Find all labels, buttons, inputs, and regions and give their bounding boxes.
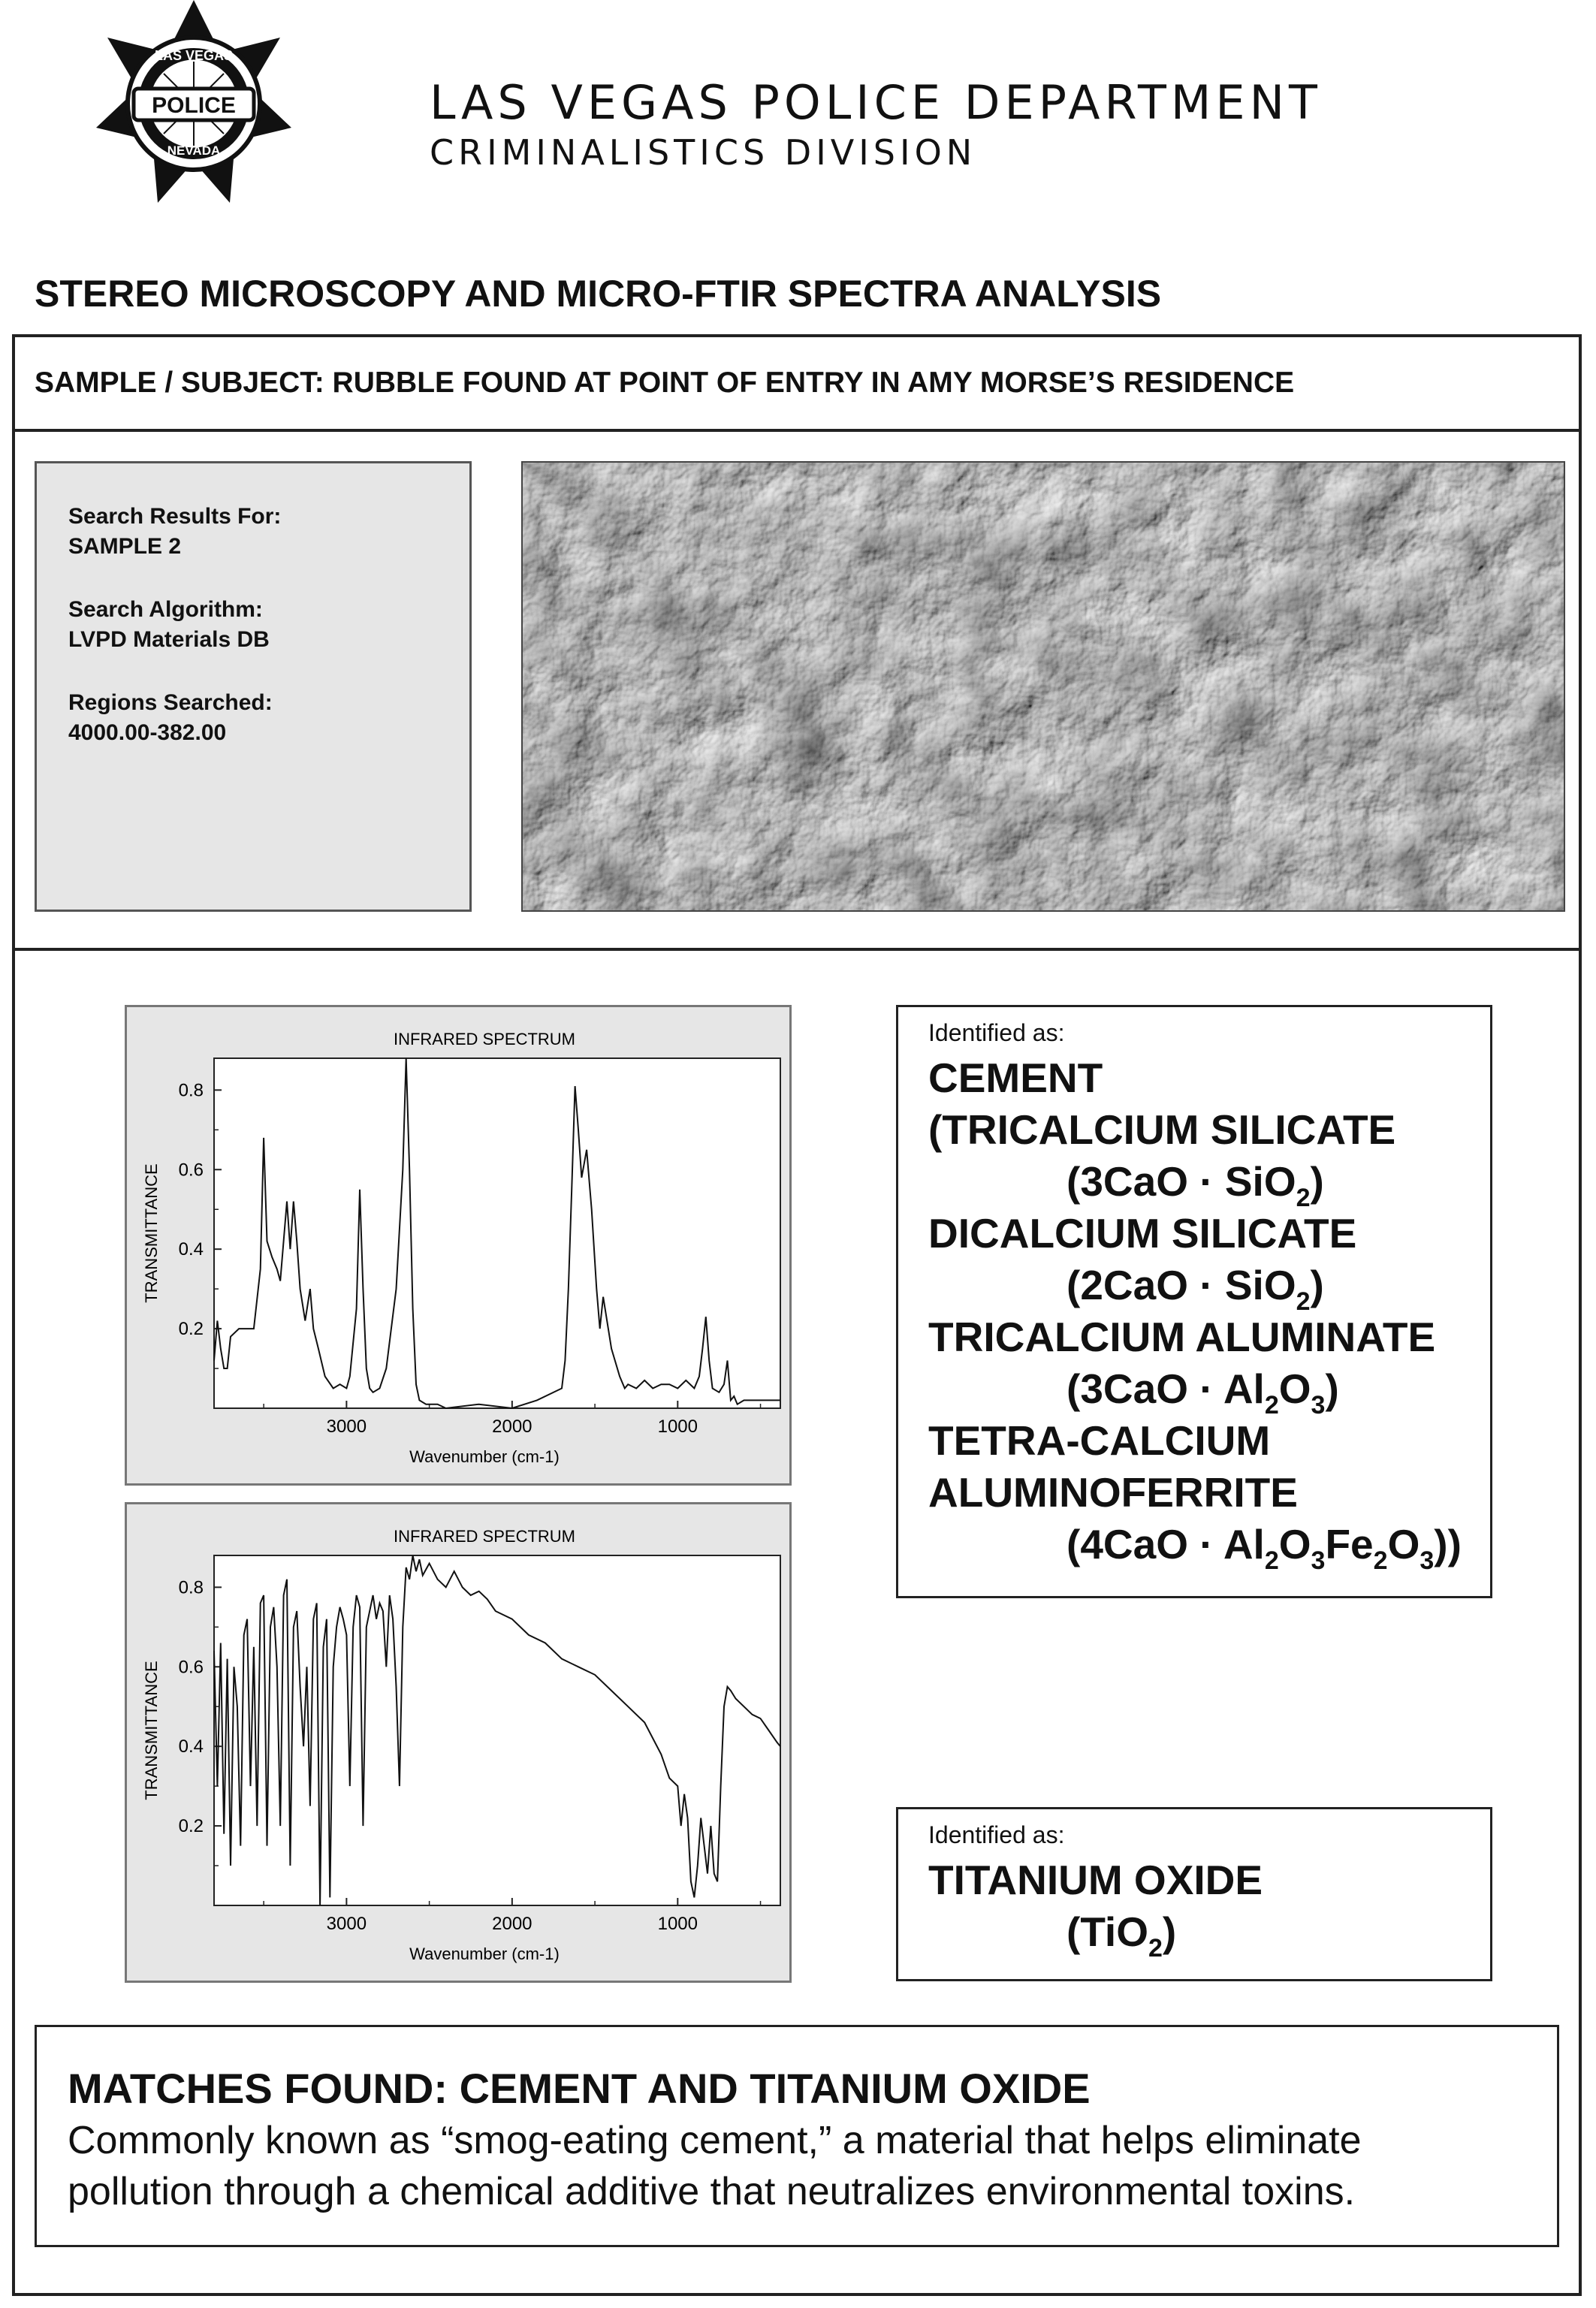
y-tick-label: 0.4 [178,1239,204,1260]
formula-text: (3CaO · SiO [1067,1158,1296,1205]
identified-line [1067,1520,1462,1575]
y-tick-label: 0.2 [178,1319,204,1340]
identified-box-cement [896,1005,1492,1598]
chart-title: INFRARED SPECTRUM [393,1030,576,1048]
formula-text: ) [1310,1158,1324,1205]
sem-micrograph-image [521,461,1565,912]
formula-text: ) [1162,1908,1177,1955]
y-axis-label: TRANSMITTANCE [142,1661,161,1800]
infrared-spectrum-chart-2 [125,1502,792,1983]
plot-area [214,1058,780,1408]
badge-top-text: LAS VEGAS [154,48,234,63]
formula-text: TETRA-CALCIUM [928,1417,1271,1464]
identified-label: Identified as: [928,1019,1065,1046]
spectrum-1-svg [127,1007,794,1488]
plot-area [214,1555,780,1905]
identified-line [928,1054,1103,1102]
matches-heading: MATCHES FOUND: CEMENT AND TITANIUM OXIDE [68,2065,1091,2112]
formula-subscript: 2 [1264,1391,1279,1419]
police-badge-logo [89,0,299,218]
identified-line [1067,1365,1339,1419]
department-name: LAS VEGAS POLICE DEPARTMENT [430,75,1322,130]
identified-line [1067,1261,1324,1316]
formula-text: ) [1325,1365,1339,1412]
chart-title: INFRARED SPECTRUM [393,1527,576,1546]
formula-text: Fe [1325,1521,1374,1567]
search-algorithm-value: LVPD Materials DB [68,627,270,652]
formula-text: (2CaO · SiO [1067,1262,1296,1308]
formula-text: TITANIUM OXIDE [928,1857,1263,1903]
identified-line [928,1313,1435,1361]
regions-searched-label: Regions Searched: [68,690,273,715]
x-tick-label: 3000 [326,1416,367,1437]
search-algorithm-label: Search Algorithm: [68,597,263,622]
y-tick-label: 0.6 [178,1160,204,1181]
identified-line [928,1106,1395,1154]
y-tick-label: 0.8 [178,1080,204,1101]
matches-description-line-2: pollution through a chemical additive that neutralizes environmental toxins. [68,2170,1356,2213]
formula-text: O [1387,1521,1420,1567]
formula-subscript: 2 [1148,1934,1163,1963]
y-tick-label: 0.8 [178,1577,204,1598]
identified-label: Identified as: [928,1821,1065,1848]
identified-line [1067,1157,1324,1212]
section-divider [12,948,1582,951]
search-results-box [35,461,472,912]
x-tick-label: 1000 [657,1416,698,1437]
formula-subscript: 3 [1311,1391,1326,1419]
x-axis-label: Wavenumber (cm-1) [409,1944,560,1963]
spectrum-2-svg [127,1504,794,1985]
formula-subscript: 3 [1311,1546,1326,1575]
formula-text: )) [1434,1521,1462,1567]
y-tick-label: 0.2 [178,1816,204,1837]
regions-searched-value: 4000.00-382.00 [68,720,227,745]
formula-text: O [1278,1521,1311,1567]
formula-text: (TRICALCIUM SILICATE [928,1106,1396,1153]
identified-box-titanium [896,1807,1492,1981]
formula-text: CEMENT [928,1054,1103,1101]
x-tick-label: 2000 [492,1914,533,1934]
formula-text: TRICALCIUM ALUMINATE [928,1314,1436,1360]
formula-text: ) [1310,1262,1324,1308]
department-division: CRIMINALISTICS DIVISION [430,132,977,173]
badge-bottom-text: NEVADA [167,143,221,158]
infrared-spectrum-chart-1 [125,1005,792,1486]
identified-line [928,1468,1298,1516]
formula-text: (TiO [1067,1908,1148,1955]
y-tick-label: 0.4 [178,1736,204,1757]
badge-center-text: POLICE [152,93,236,118]
matches-description-line-1: Commonly known as “smog-eating cement,” a material that helps eliminate [68,2119,1362,2162]
x-tick-label: 2000 [492,1416,533,1437]
formula-text: DICALCIUM SILICATE [928,1210,1357,1257]
formula-text: O [1278,1365,1311,1412]
x-tick-label: 3000 [326,1914,367,1934]
y-tick-label: 0.6 [178,1657,204,1678]
formula-subscript: 2 [1296,1184,1311,1212]
identified-line [928,1856,1263,1904]
formula-subscript: 2 [1296,1287,1311,1316]
search-results-value: SAMPLE 2 [68,534,182,559]
sample-subject-text: SAMPLE / SUBJECT: RUBBLE FOUND AT POINT OF ENTRY IN AMY MORSE’S RESIDENCE [35,367,1295,399]
x-tick-label: 1000 [657,1914,698,1934]
y-axis-label: TRANSMITTANCE [142,1163,161,1303]
report-title: STEREO MICROSCOPY AND MICRO-FTIR SPECTRA ANALYSIS [35,273,1162,315]
identified-line [1067,1908,1177,1963]
formula-text: ALUMINOFERRITE [928,1469,1298,1516]
formula-text: (3CaO · Al [1067,1365,1265,1412]
formula-subscript: 2 [1264,1546,1279,1575]
search-results-label: Search Results For: [68,504,282,529]
formula-subscript: 3 [1420,1546,1435,1575]
identified-line [928,1209,1356,1257]
x-axis-label: Wavenumber (cm-1) [409,1447,560,1466]
formula-subscript: 2 [1373,1546,1388,1575]
formula-text: (4CaO · Al [1067,1521,1265,1567]
identified-line [928,1416,1270,1465]
